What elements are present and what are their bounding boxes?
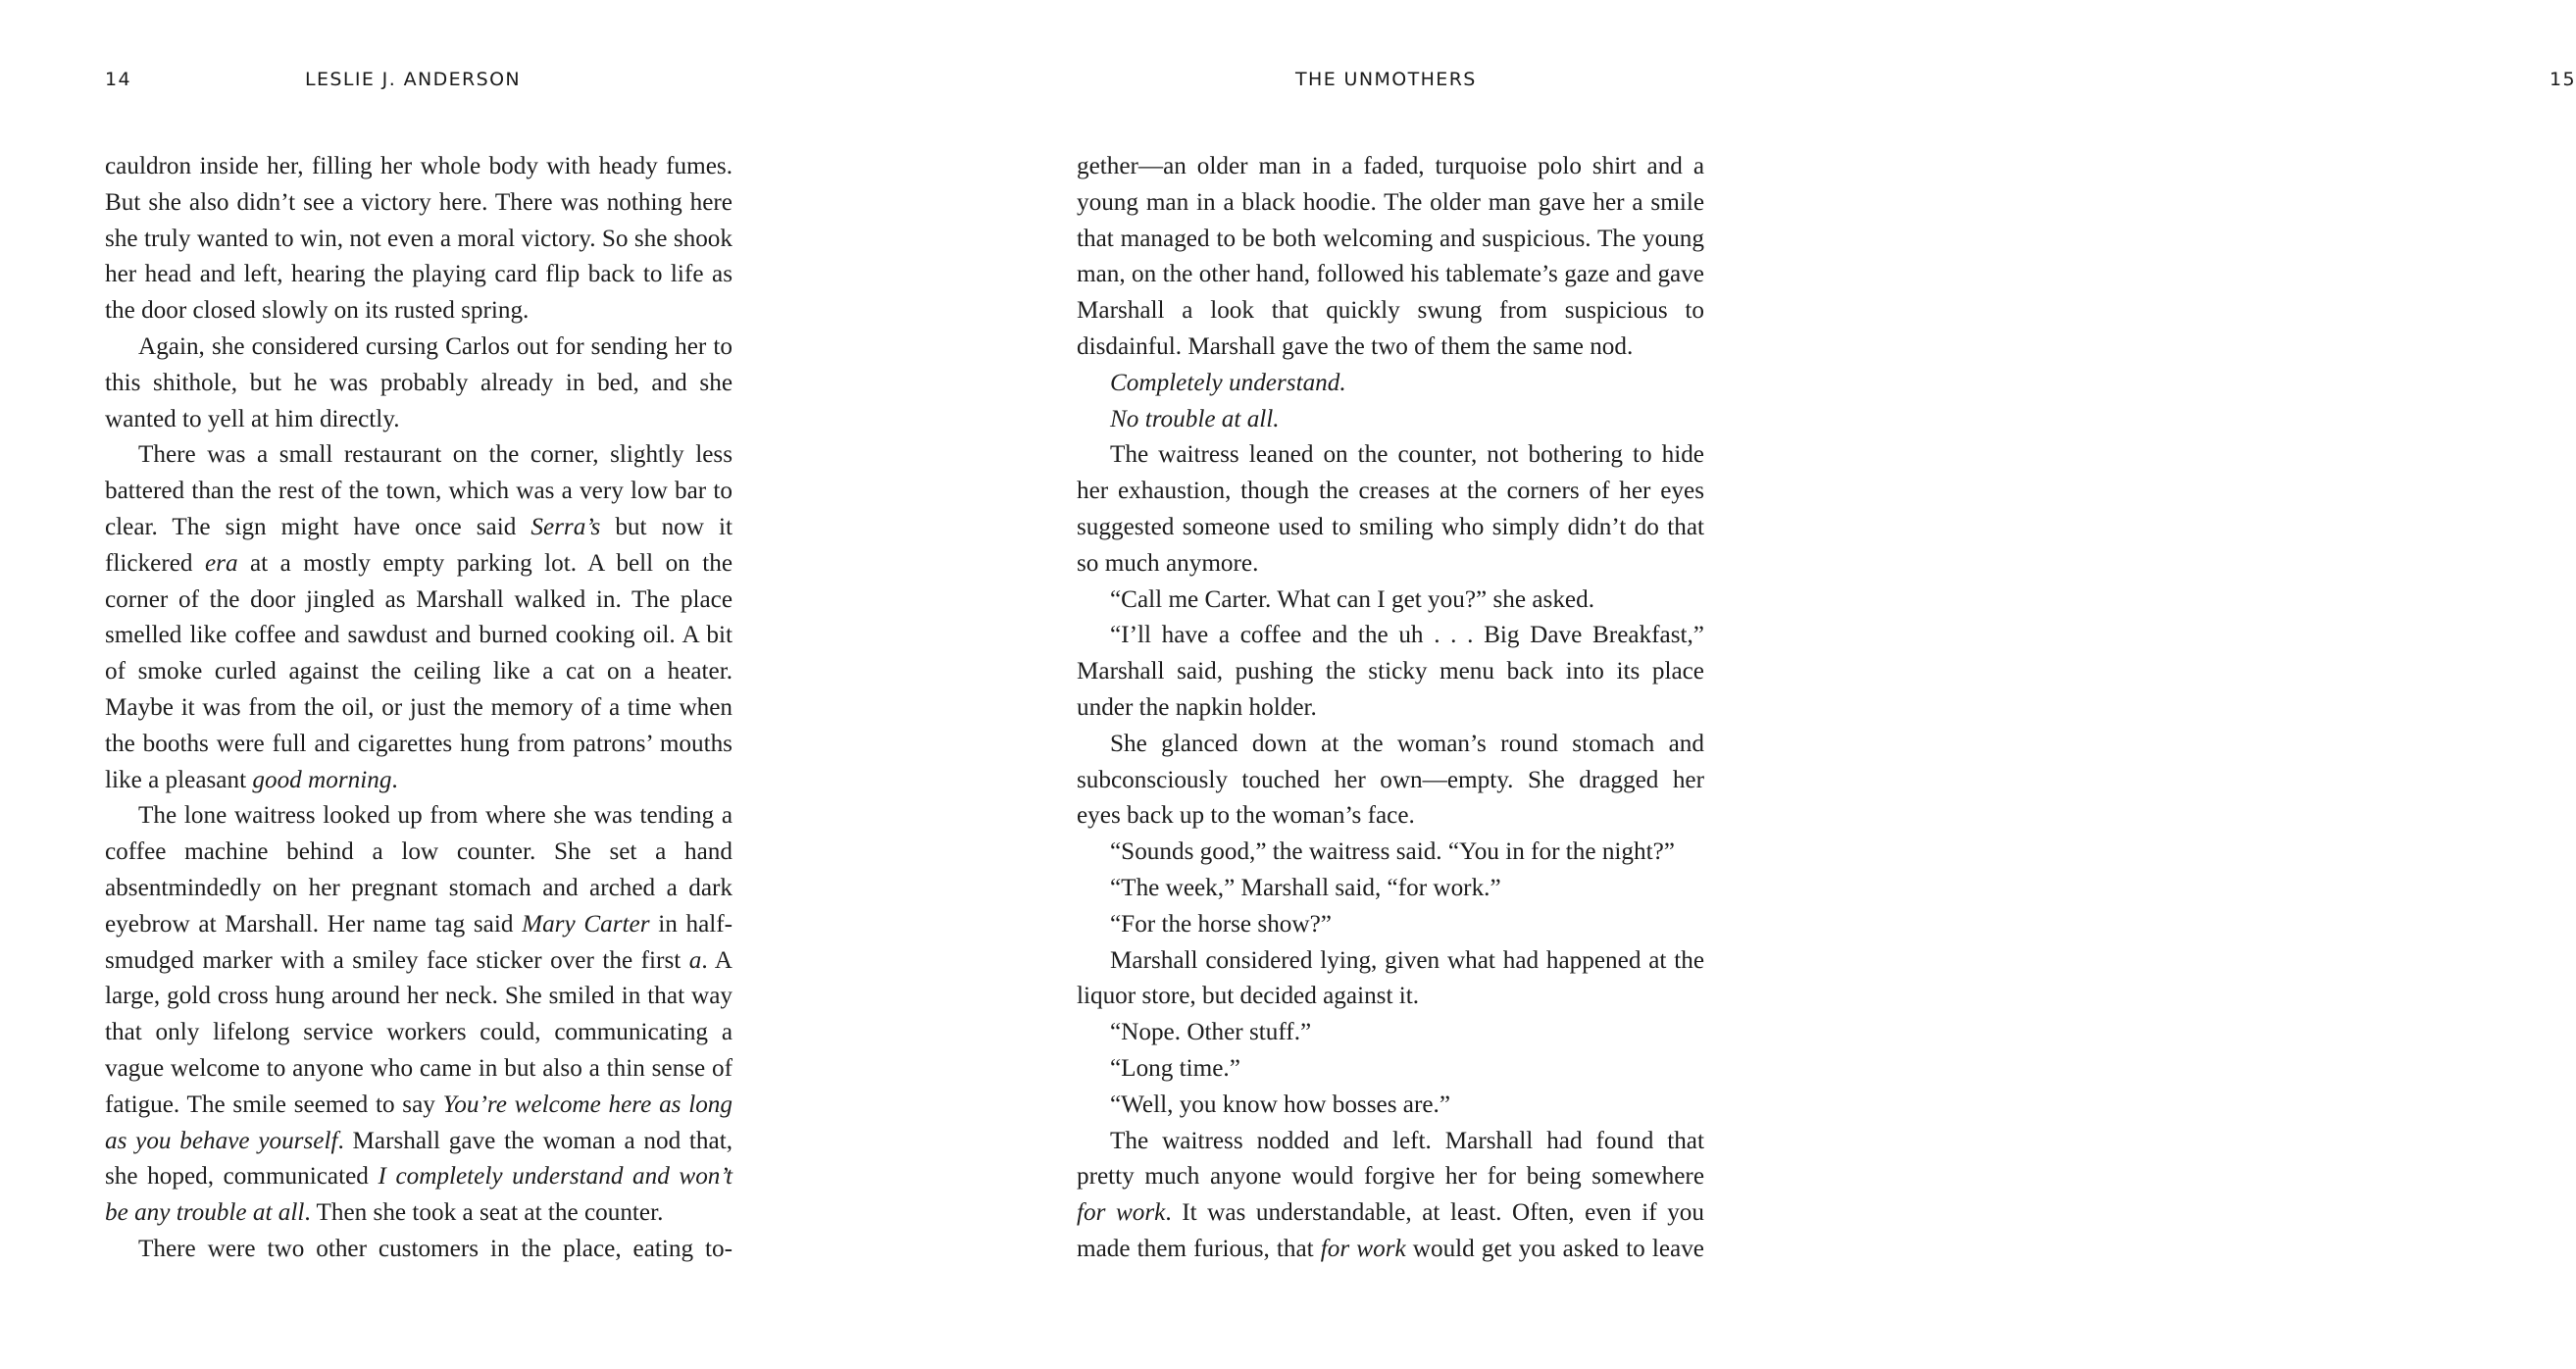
page-number: 15 [2550, 69, 2576, 90]
italic-text: Serra’s [530, 513, 601, 540]
text-run: but now it flickered [105, 513, 733, 577]
paragraph [1077, 437, 1704, 582]
text-run: “Well, you know how bosses are.” [1110, 1090, 1451, 1118]
text-run: “I’ll have a coffee and the uh . . . Big Dave Breakfast,” Marshall said, pushing the sticky menu back into its place under the napkin holder. [1077, 622, 1704, 721]
italic-text: I completely understand and won’t be any trouble at all [105, 1163, 732, 1227]
text-run: gether—an older man in a faded, turquoise polo shirt and a young man in a black hoodie. The older man gave her a smile that managed to be both welcoming and suspicious. The young man, on the other hand, followed his tablemate’s gaze and gave Marshall a look that quickly swung from suspicious to disdainful. Marshall gave the two of them the same nod. [1077, 153, 1704, 360]
text-run: at a mostly empty parking lot. A bell on the corner of the door jingled as Marshall walked in. The place smelled like coffee and sawdust and burned cooking oil. A bit of smoke curled against the ceiling like a cat on a heater. Maybe it was from the oil, or just the memory of a time when the booths were full and cigarettes hung from patrons’ mouths like a pleasant [105, 549, 733, 793]
text-run: The waitress nodded and left. Marshall had found that pretty much anyone would forgive her for being somewhere [1077, 1127, 1704, 1191]
text-run: “Long time.” [1110, 1054, 1240, 1082]
right-page [899, 0, 2576, 1369]
paragraph [1077, 1088, 1704, 1124]
paragraph [1077, 583, 1704, 619]
text-run: “Call me Carter. What can I get you?” she asked. [1110, 585, 1594, 613]
body-text [1077, 149, 1704, 1268]
text-run: . [391, 766, 398, 793]
paragraph [105, 437, 732, 798]
text-run: There was a small restaurant on the corner, slightly less battered than the rest of the town, which was a very low bar to clear. The sign might have once said [105, 441, 732, 540]
text-run: . It was understandable, at least. Often, even if you made them furious, that [1077, 1199, 1704, 1262]
paragraph [1077, 1124, 1704, 1268]
paragraph [105, 330, 732, 437]
paragraph [1077, 366, 1704, 402]
italic-text: Completely understand. [1110, 369, 1346, 396]
text-run: “Nope. Other stuff.” [1110, 1019, 1312, 1046]
italic-text: for work [1077, 1199, 1166, 1227]
text-run: Marshall considered lying, given what had happened at the liquor store, but decided against it. [1077, 946, 1704, 1010]
paragraph [1077, 871, 1704, 907]
left-page [0, 0, 899, 1369]
text-run: There were two other customers in the place, eating to- [138, 1235, 732, 1262]
text-run: . Marshall gave the woman a nod that, she hoped, communicated [105, 1127, 732, 1191]
text-run: The waitress leaned on the counter, not bothering to hide her exhaustion, though the creases at the corners of her eyes suggested someone used to smiling who simply didn’t do that so much anymore. [1077, 441, 1704, 577]
paragraph [105, 149, 732, 330]
text-run: . A large, gold cross hung around her neck. She smiled in that way that only lifelong service workers could, communicating a vague welcome to anyone who came in but also a thin sense of fatigue. The smile seemed to say [105, 946, 732, 1118]
text-run: would get you asked to leave [1405, 1235, 1704, 1262]
paragraph [1077, 1015, 1704, 1051]
text-run: “Sounds good,” the waitress said. “You in for the night?” [1110, 838, 1675, 866]
paragraph [105, 1232, 732, 1268]
page-number: 14 [105, 69, 131, 90]
paragraph [1077, 835, 1704, 871]
paragraph [1077, 943, 1704, 1016]
text-run: “The week,” Marshall said, “for work.” [1110, 874, 1501, 901]
text-run: cauldron inside her, filling her whole body with heady fumes. But she also didn’t see a victory here. There was nothing here she truly wanted to win, not even a moral victory. So she shook her head and left, hearing the playing card flip back to life as the door closed slowly on its rusted spring. [105, 153, 732, 325]
paragraph [1077, 402, 1704, 438]
paragraph [105, 798, 732, 1232]
italic-text: a [688, 946, 702, 974]
text-run: She glanced down at the woman’s round stomach and subconsciously touched her own—empty. She dragged her eyes back up to the woman’s face. [1077, 730, 1704, 830]
text-run: in half-smudged marker with a smiley face sticker over the first [105, 910, 733, 974]
italic-text: Mary Carter [522, 910, 650, 938]
paragraph [1077, 618, 1704, 726]
italic-text: You’re welcome here as long as you behave yourself [105, 1090, 732, 1154]
italic-text: for work [1320, 1235, 1406, 1262]
text-run: . Then she took a seat at the counter. [304, 1199, 664, 1227]
paragraph [1077, 1051, 1704, 1088]
italic-text: good morning [252, 766, 392, 793]
text-run: “For the horse show?” [1110, 910, 1332, 938]
italic-text: era [204, 549, 238, 577]
running-head-title: THE UNMOTHERS [1295, 69, 1477, 90]
running-head-author: LESLIE J. ANDERSON [305, 69, 522, 90]
paragraph [1077, 149, 1704, 366]
paragraph [1077, 907, 1704, 943]
italic-text: No trouble at all. [1110, 405, 1280, 432]
text-run: The lone waitress looked up from where she was tending a coffee machine behind a low counter. She set a hand absentmindedly on her pregnant stomach and arched a dark eyebrow at Marshall. Her name tag said [105, 802, 732, 938]
body-text [105, 149, 732, 1268]
paragraph [1077, 727, 1704, 835]
text-run: Again, she considered cursing Carlos out for sending her to this shithole, but he was probably already in bed, and she wanted to yell at him directly. [105, 332, 732, 432]
